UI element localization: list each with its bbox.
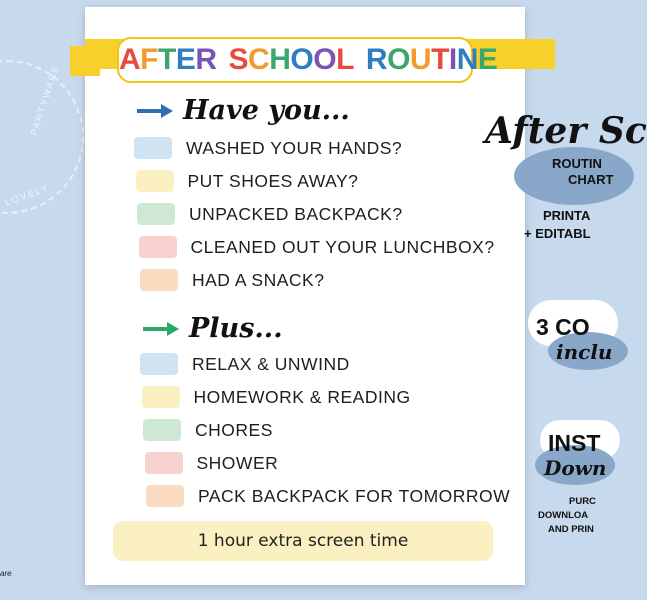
checklist-item-label: UNPACKED BACKPACK? [189,203,403,224]
promo-subtitle-routine: ROUTIN [552,156,602,171]
checkbox[interactable] [142,386,180,408]
checklist-item-label: PACK BACKPACK FOR TOMORROW [198,485,511,506]
promo-subtitle-chart: CHART [568,172,614,187]
checklist-item [140,351,350,377]
checklist-item [140,267,324,293]
title-letter: H [269,43,291,76]
title-letter: R [365,43,388,76]
promo-instant: INST [548,430,601,456]
arrow-right-icon [141,320,181,338]
checkbox[interactable] [143,419,181,441]
checkbox[interactable] [146,485,184,507]
checkbox[interactable] [140,269,178,291]
title-letter: S [228,43,249,76]
title-band-left [70,46,100,76]
title-letter: E [477,43,498,76]
promo-title: After Sc [485,110,647,152]
checklist-item-label: HAD A SNACK? [192,269,325,290]
promo-editable: + EDITABL [524,226,591,241]
checklist-item-label: SHOWER [196,452,279,473]
checklist-item-label: CLEANED OUT YOUR LUNCHBOX? [190,236,495,257]
title-letter: A [119,43,141,76]
checklist-item [146,483,510,509]
section-heading-text: Plus... [189,313,283,344]
section-heading-text: Have you... [183,95,350,126]
checklist-item [139,234,495,260]
checklist-item [137,201,403,227]
checklist-item [143,417,273,443]
promo-download: DOWNLOA [538,510,589,521]
title-letter: T [158,43,176,76]
title-letter: U [409,43,432,76]
title-letter: N [456,43,478,76]
checklist-item [136,168,359,194]
title-letter: L [336,43,354,76]
title-letter: F [140,43,158,76]
checkbox[interactable] [137,203,175,225]
title-letter: T [431,43,449,76]
checklist-item-label: HOMEWORK & READING [193,386,411,407]
title-letter: O [290,43,314,76]
checklist-item [145,450,279,476]
bonus-footer: 1 hour extra screen time [113,521,493,561]
title-letter: I [448,43,457,76]
title-letter: E [175,43,196,76]
promo-colors-count: 3 CO [536,314,590,340]
arrow-right-icon [135,102,175,120]
title-letter: O [387,43,410,76]
promo-printable: PRINTA [543,208,591,223]
checklist-item-label: CHORES [195,419,273,440]
checklist-item [134,135,402,161]
promo-colors-included: inclu [556,340,613,364]
checkbox[interactable] [139,236,177,258]
corner-watermark: are [0,569,12,578]
promo-purchase: PURC [569,496,596,507]
checklist-item [142,384,411,410]
checkbox[interactable] [140,353,178,375]
checklist-item-label: PUT SHOES AWAY? [187,170,359,191]
title-letter: R [195,43,217,76]
section-plus-heading [141,313,283,344]
checkbox[interactable] [134,137,172,159]
checklist-item-label: WASHED YOUR HANDS? [186,137,403,158]
section-have-you-heading [135,95,350,126]
checkbox[interactable] [145,452,183,474]
stamp-text-bottom: LOVELY [3,182,51,208]
stamp-text-top: PARTYWARE [28,63,62,137]
routine-sheet [85,7,525,585]
title-letter: O [313,43,337,76]
sheet-title [117,37,498,83]
promo-download-script: Down [544,456,607,480]
title-letter: C [248,43,270,76]
promo-print: AND PRIN [548,524,594,535]
checklist-item-label: RELAX & UNWIND [192,353,350,374]
checkbox[interactable] [136,170,174,192]
